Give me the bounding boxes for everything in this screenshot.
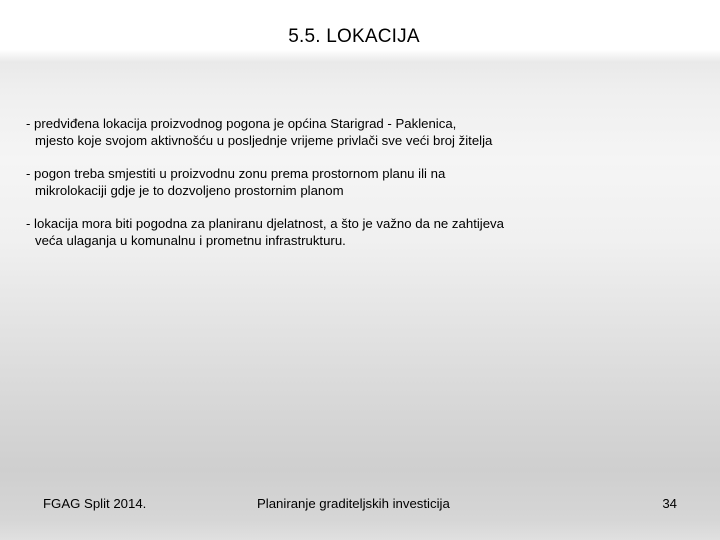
bullet-text-line: mjesto koje svojom aktivnošću u posljednje vrijeme privlači sve veći broj žitelja (35, 132, 493, 148)
slide-title: 5.5. LOKACIJA (288, 26, 420, 47)
bullet-text-line: - lokacija mora biti pogodna za planiranu djelatnost, a što je važno da ne zahtijeva (26, 216, 504, 232)
slide-body (26, 116, 666, 267)
footer-institution: FGAG Split 2014. (43, 496, 147, 511)
bullet-text-line: - pogon treba smjestiti u proizvodnu zonu prema prostornom planu ili na (26, 166, 446, 182)
bullet-text-line: veća ulaganja u komunalnu i prometnu infrastrukturu. (35, 232, 346, 248)
bullet-text-line: mikrolokaciji gdje je to dozvoljeno prostornim planom (35, 182, 344, 198)
footer-course-title: Planiranje graditeljskih investicija (257, 496, 450, 511)
bullet-item-location (26, 116, 666, 149)
bullet-text-line: - predviđena lokacija proizvodnog pogona je općina Starigrad - Paklenica, (26, 116, 457, 131)
bullet-item-zone (26, 166, 666, 199)
slide-page-number: 34 (662, 496, 677, 511)
bullet-item-suitability (26, 216, 666, 249)
